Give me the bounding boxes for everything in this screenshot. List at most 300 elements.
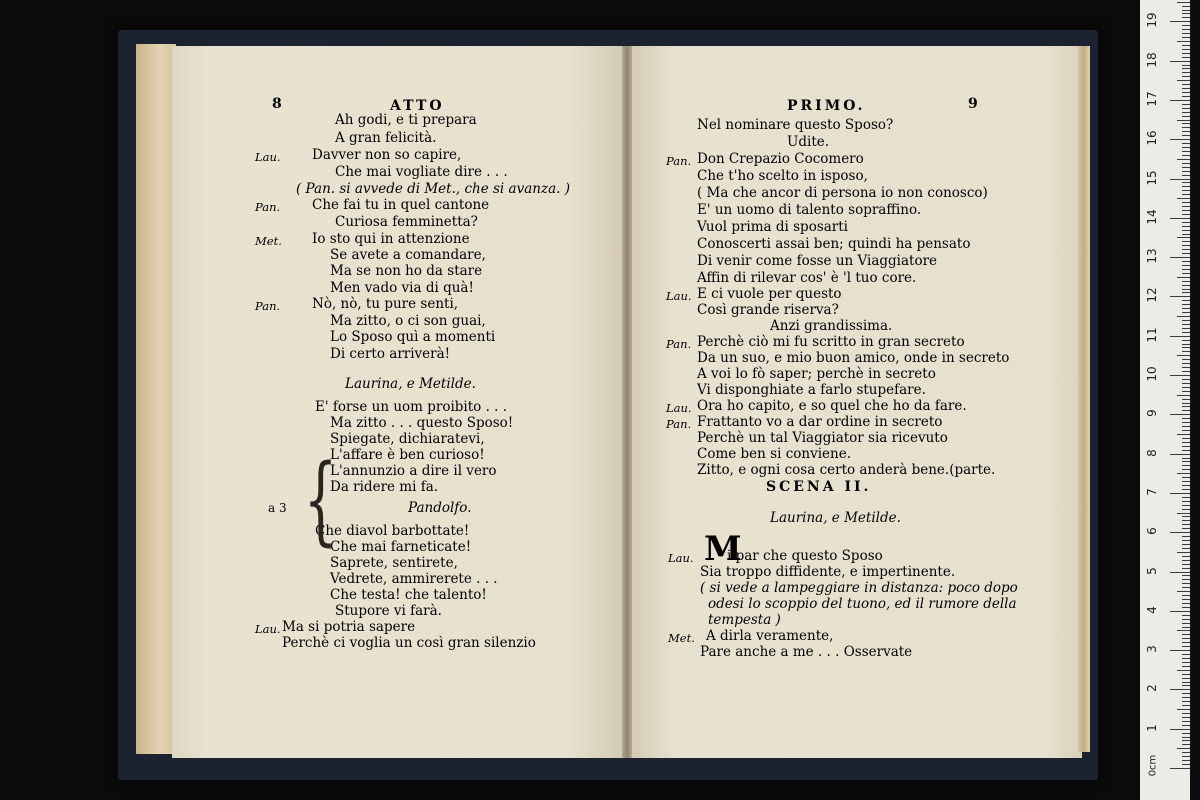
- speaker-label: Pan.: [666, 417, 692, 431]
- ruler-tick: [1182, 587, 1190, 588]
- ruler-tick: [1182, 135, 1190, 136]
- ruler-tick: [1182, 328, 1190, 329]
- ruler-tick: [1182, 579, 1190, 580]
- verse-line: Di venir come fosse un Viaggiatore: [697, 253, 938, 269]
- ruler-tick: [1182, 678, 1190, 679]
- verse-line: Vi disponghiate a farlo stupefare.: [697, 382, 926, 398]
- ruler-tick: [1182, 458, 1190, 459]
- ruler-tick: [1182, 273, 1190, 274]
- ruler-tick: [1182, 186, 1190, 187]
- ruler-tick: [1182, 57, 1190, 58]
- ruler-tick: [1177, 120, 1190, 121]
- ruler-tick: [1182, 116, 1190, 117]
- ruler-tick: [1177, 80, 1190, 81]
- verse-line: Da un suo, e mio buon amico, onde in secreto: [697, 350, 1010, 366]
- verse-line: Udite.: [787, 134, 830, 150]
- speaker-label: Met.: [255, 234, 282, 248]
- verse-line: Da ridere mi fa.: [330, 479, 439, 495]
- ruler-tick: [1182, 123, 1190, 124]
- ruler-tick: [1170, 689, 1190, 690]
- ruler-tick: [1182, 403, 1190, 404]
- verse-line: E' forse un uom proibito . . .: [315, 399, 508, 415]
- ruler-tick: [1182, 638, 1190, 639]
- ruler-tick: [1170, 61, 1190, 62]
- ruler-tick: [1182, 25, 1190, 26]
- ruler-tick: [1182, 705, 1190, 706]
- verse-line: A voi lo fò saper; perchè in secreto: [697, 366, 936, 382]
- ruler-tick: [1182, 245, 1190, 246]
- ruler-tick: [1182, 701, 1190, 702]
- verse-line: Zitto, e ogni cosa certo anderà bene.(parte.: [697, 462, 996, 478]
- ruler-tick: [1182, 289, 1190, 290]
- ruler-tick: [1182, 465, 1190, 466]
- speaker-label: Pan.: [255, 200, 281, 214]
- ruler-number: 2: [1145, 684, 1159, 693]
- ruler-tick: [1182, 96, 1190, 97]
- ruler-tick: [1182, 68, 1190, 69]
- ruler-tick: [1170, 179, 1190, 180]
- page-stack-left: [136, 44, 176, 754]
- verse-line: Davver non so capire,: [312, 147, 462, 163]
- ruler-tick: [1182, 6, 1190, 7]
- ruler-tick: [1182, 485, 1190, 486]
- ruler-tick: [1182, 13, 1190, 14]
- ruler-tick: [1177, 316, 1190, 317]
- ruler-tick: [1177, 513, 1190, 514]
- ruler-tick: [1182, 367, 1190, 368]
- ruler-number: 17: [1145, 91, 1159, 107]
- ruler-tick: [1182, 682, 1190, 683]
- verse-line: Stupore vi farà.: [335, 603, 442, 619]
- verse-line: Affin di rilevar cos' è 'l tuo core.: [697, 270, 917, 286]
- ruler-tick: [1177, 2, 1190, 3]
- ruler-tick: [1182, 151, 1190, 152]
- ruler-tick: [1170, 257, 1190, 258]
- ruler-tick: [1182, 654, 1190, 655]
- ruler-tick: [1182, 697, 1190, 698]
- verse-line: L'affare è ben curioso!: [330, 447, 485, 463]
- ruler-number: 1: [1145, 723, 1159, 732]
- ruler-tick: [1182, 744, 1190, 745]
- ruler-tick: [1182, 481, 1190, 482]
- ruler-tick: [1182, 131, 1190, 132]
- ruler-tick: [1170, 336, 1190, 337]
- ruler-tick: [1182, 501, 1190, 502]
- ruler-tick: [1182, 446, 1190, 447]
- ruler-tick: [1182, 65, 1190, 66]
- verse-line: Nò, nò, tu pure senti,: [312, 296, 459, 312]
- ruler-number: 18: [1145, 51, 1159, 68]
- verse-line: Pandolfo.: [408, 500, 472, 516]
- ruler-tick: [1182, 202, 1190, 203]
- ruler-unit-label: 0cm: [1147, 754, 1159, 777]
- verse-line: Che testa! che talento!: [330, 587, 487, 603]
- ruler-tick: [1182, 410, 1190, 411]
- ruler-tick: [1182, 76, 1190, 77]
- ruler-tick: [1182, 300, 1190, 301]
- ruler-tick: [1182, 104, 1190, 105]
- verse-line: ( si vede a lampeggiare in distanza: poco dopo: [700, 580, 1018, 596]
- ruler-tick: [1182, 438, 1190, 439]
- speaker-label: Lau.: [666, 401, 692, 415]
- verse-line: E ci vuole per questo: [697, 286, 842, 302]
- ruler-tick: [1182, 190, 1190, 191]
- ruler-tick: [1170, 611, 1190, 612]
- verse-line: Men vado via di quà!: [330, 280, 474, 296]
- ruler-number: 3: [1145, 645, 1159, 653]
- ruler-tick: [1182, 721, 1190, 722]
- ruler-tick: [1182, 383, 1190, 384]
- verse-line: Vuol prima di sposarti: [697, 219, 848, 235]
- ruler-tick: [1182, 693, 1190, 694]
- verse-line: A dirla veramente,: [706, 628, 834, 644]
- ruler-tick: [1182, 505, 1190, 506]
- ruler-tick: [1182, 399, 1190, 400]
- ruler-tick: [1177, 709, 1190, 710]
- ruler-tick: [1182, 29, 1190, 30]
- speaker-label: Pan.: [666, 154, 692, 168]
- ruler-tick: [1182, 737, 1190, 738]
- ruler-tick: [1177, 591, 1190, 592]
- ruler-number: 9: [1145, 409, 1159, 418]
- verse-line: A gran felicità.: [335, 130, 437, 146]
- ruler-tick: [1182, 249, 1190, 250]
- ruler-tick: [1182, 760, 1190, 761]
- ruler-tick: [1182, 147, 1190, 148]
- ruler-tick: [1182, 733, 1190, 734]
- ruler-tick: [1182, 53, 1190, 54]
- ruler-tick: [1182, 615, 1190, 616]
- verse-line: E' un uomo di talento sopraffino.: [697, 202, 922, 218]
- ruler-tick: [1170, 296, 1190, 297]
- ruler-tick: [1182, 206, 1190, 207]
- ruler-tick: [1182, 261, 1190, 262]
- ruler-tick: [1177, 552, 1190, 553]
- ruler-tick: [1182, 658, 1190, 659]
- ruler-tick: [1182, 752, 1190, 753]
- ruler-tick: [1182, 222, 1190, 223]
- ruler-number: 14: [1145, 209, 1159, 225]
- ruler-tick: [1182, 379, 1190, 380]
- ruler-tick: [1182, 155, 1190, 156]
- ruler-tick: [1182, 344, 1190, 345]
- ruler-number: 8: [1145, 448, 1159, 457]
- ruler-tick: [1182, 143, 1190, 144]
- ruler-tick: [1182, 292, 1190, 293]
- ruler-number: 4: [1145, 605, 1159, 614]
- ruler-tick: [1182, 49, 1190, 50]
- ruler-tick: [1182, 599, 1190, 600]
- verse-line: Saprete, sentirete,: [330, 555, 458, 571]
- verse-line: Perchè ciò mi fu scritto in gran secreto: [697, 334, 965, 350]
- ruler-tick: [1182, 477, 1190, 478]
- ruler-number: 5: [1145, 566, 1159, 575]
- ruler-tick: [1182, 540, 1190, 541]
- verse-line: Anzi grandissima.: [770, 318, 893, 334]
- ruler-number: 12: [1145, 287, 1159, 304]
- ruler-tick: [1182, 756, 1190, 757]
- verse-line: Se avete a comandare,: [330, 247, 486, 263]
- ruler-tick: [1182, 347, 1190, 348]
- ruler-tick: [1182, 627, 1190, 628]
- ruler-number: 11: [1145, 327, 1159, 343]
- ruler-tick: [1182, 674, 1190, 675]
- speaker-label: Lau.: [255, 622, 281, 636]
- ruler-tick: [1177, 395, 1190, 396]
- ruler-tick: [1182, 230, 1190, 231]
- ruler-tick: [1177, 630, 1190, 631]
- ruler-tick: [1182, 194, 1190, 195]
- ruler-number: 6: [1145, 527, 1159, 536]
- ruler-tick: [1182, 234, 1190, 235]
- ruler-tick: [1182, 332, 1190, 333]
- ruler-tick: [1182, 312, 1190, 313]
- ruler-tick: [1182, 17, 1190, 18]
- ruler-tick: [1182, 33, 1190, 34]
- verse-line: Così grande riserva?: [697, 302, 839, 318]
- speaker-label: Pan.: [255, 299, 281, 313]
- ruler-tick: [1182, 226, 1190, 227]
- ruler-tick: [1177, 41, 1190, 42]
- side-number: a 3: [268, 501, 287, 515]
- ruler-tick: [1182, 564, 1190, 565]
- verse-line: Ora ho capito, e so quel che ho da fare.: [697, 398, 967, 414]
- left-page-number: 8: [272, 96, 282, 112]
- ruler-tick: [1177, 670, 1190, 671]
- ruler-tick: [1182, 182, 1190, 183]
- ruler-tick: [1177, 159, 1190, 160]
- ruler-tick: [1170, 454, 1190, 455]
- ruler-tick: [1182, 422, 1190, 423]
- ruler-tick: [1182, 666, 1190, 667]
- verse-line: Che mai vogliate dire . . .: [335, 164, 508, 180]
- ruler-tick: [1182, 520, 1190, 521]
- ruler-tick: [1182, 241, 1190, 242]
- ruler-tick: [1177, 277, 1190, 278]
- book-gutter: [622, 46, 632, 758]
- ruler-tick: [1182, 214, 1190, 215]
- ruler-tick: [1182, 285, 1190, 286]
- ruler-tick: [1182, 304, 1190, 305]
- verse-line: Pare anche a me . . . Osservate: [700, 644, 913, 660]
- ruler-tick: [1182, 642, 1190, 643]
- verse-line: Ma zitto, o ci son guai,: [330, 313, 486, 329]
- ruler-tick: [1182, 595, 1190, 596]
- verse-line: Lo Sposo quì a momenti: [330, 329, 496, 345]
- ruler-tick: [1182, 764, 1190, 765]
- ruler-tick: [1182, 406, 1190, 407]
- verse-line: Vedrete, ammirerete . . .: [330, 571, 498, 587]
- ruler-tick: [1182, 623, 1190, 624]
- ruler-tick: [1182, 363, 1190, 364]
- ruler-tick: [1182, 634, 1190, 635]
- verse-line: Frattanto vo a dar ordine in secreto: [697, 414, 943, 430]
- verse-line: Ah godi, e ti prepara: [335, 112, 477, 128]
- ruler-tick: [1182, 536, 1190, 537]
- speaker-label: Lau.: [255, 150, 281, 164]
- ruler-tick: [1182, 171, 1190, 172]
- verse-line: L'annunzio a dire il vero: [330, 463, 497, 479]
- ruler-tick: [1177, 355, 1190, 356]
- ruler-tick: [1182, 717, 1190, 718]
- ruler-tick: [1182, 575, 1190, 576]
- verse-line: Perchè un tal Viaggiator sia ricevuto: [697, 430, 948, 446]
- ruler-tick: [1182, 163, 1190, 164]
- ruler-tick: [1182, 430, 1190, 431]
- ruler-tick: [1182, 324, 1190, 325]
- ruler-tick: [1182, 442, 1190, 443]
- verse-line: Come ben si conviene.: [697, 446, 851, 462]
- ruler-tick: [1182, 175, 1190, 176]
- ruler-tick: [1177, 237, 1190, 238]
- ruler-tick: [1182, 391, 1190, 392]
- ruler-tick: [1182, 560, 1190, 561]
- ruler-tick: [1182, 84, 1190, 85]
- verse-line: Sia troppo diffidente, e impertinente.: [700, 564, 956, 580]
- ruler-tick: [1182, 167, 1190, 168]
- ruler-tick: [1182, 37, 1190, 38]
- verse-line: ( Ma che ancor di persona io non conosco): [697, 185, 988, 201]
- ruler-tick: [1182, 568, 1190, 569]
- ruler-tick: [1182, 308, 1190, 309]
- verse-line: Conoscerti assai ben; quindi ha pensato: [697, 236, 971, 252]
- ruler-tick: [1182, 269, 1190, 270]
- verse-line: Spiegate, dichiaratevi,: [330, 431, 485, 447]
- verse-line: Nel nominare questo Sposo?: [697, 117, 894, 133]
- measuring-ruler: [1140, 0, 1190, 800]
- ruler-tick: [1170, 139, 1190, 140]
- ruler-tick: [1170, 218, 1190, 219]
- ruler-tick: [1170, 532, 1190, 533]
- right-page-number: 9: [968, 96, 978, 112]
- page-edge-right: [1078, 46, 1090, 752]
- speaker-label: Pan.: [666, 337, 692, 351]
- ruler-number: 19: [1145, 12, 1159, 28]
- verse-line: Curiosa femminetta?: [335, 214, 478, 230]
- ruler-tick: [1182, 740, 1190, 741]
- ruler-number: 10: [1145, 366, 1159, 382]
- ruler-number: 13: [1145, 248, 1159, 264]
- ruler-tick: [1177, 748, 1190, 749]
- ruler-tick: [1182, 619, 1190, 620]
- scene-subtitle: Laurina, e Metilde.: [770, 510, 901, 526]
- ruler-tick: [1182, 281, 1190, 282]
- ruler-tick: [1182, 340, 1190, 341]
- ruler-tick: [1182, 265, 1190, 266]
- ruler-tick: [1182, 509, 1190, 510]
- ruler-tick: [1170, 650, 1190, 651]
- ruler-tick: [1182, 544, 1190, 545]
- left-page-header: ATTO: [390, 98, 445, 114]
- verse-line: Ma se non ho da stare: [330, 263, 483, 279]
- ruler-number: 16: [1145, 130, 1159, 146]
- ruler-tick: [1182, 469, 1190, 470]
- ruler-tick: [1170, 729, 1190, 730]
- verse-line: odesi lo scoppio del tuono, ed il rumore della: [708, 596, 1017, 612]
- ruler-tick: [1182, 10, 1190, 11]
- ruler-tick: [1182, 426, 1190, 427]
- ruler-tick: [1182, 528, 1190, 529]
- ruler-tick: [1182, 450, 1190, 451]
- verse-line: i par che questo Sposo: [727, 548, 883, 564]
- ruler-number: 7: [1145, 488, 1159, 496]
- ruler-tick: [1182, 418, 1190, 419]
- ruler-tick: [1182, 210, 1190, 211]
- ruler-tick: [1177, 473, 1190, 474]
- ruler-tick: [1182, 489, 1190, 490]
- ruler-tick: [1182, 497, 1190, 498]
- ruler-tick: [1182, 320, 1190, 321]
- ruler-tick: [1182, 127, 1190, 128]
- ruler-tick: [1182, 461, 1190, 462]
- verse-line: Ma si potria sapere: [282, 619, 416, 635]
- ruler-tick: [1182, 713, 1190, 714]
- verse-line: Che fai tu in quel cantone: [312, 197, 490, 213]
- ruler-tick: [1170, 768, 1190, 769]
- ruler-tick: [1182, 108, 1190, 109]
- speaker-label: Lau.: [668, 551, 694, 565]
- drop-cap: M: [704, 529, 742, 569]
- ruler-tick: [1182, 72, 1190, 73]
- ruler-tick: [1170, 100, 1190, 101]
- verse-line: Che diavol barbottate!: [315, 523, 470, 539]
- ruler-tick: [1182, 387, 1190, 388]
- ruler-tick: [1170, 493, 1190, 494]
- ruler-tick: [1182, 112, 1190, 113]
- ruler-tick: [1170, 375, 1190, 376]
- verse-line: Ma zitto . . . questo Sposo!: [330, 415, 514, 431]
- ruler-tick: [1182, 685, 1190, 686]
- ruler-tick: [1170, 21, 1190, 22]
- ruler-tick: [1182, 45, 1190, 46]
- right-page-header: PRIMO.: [787, 98, 866, 114]
- speaker-label: Met.: [668, 631, 695, 645]
- verse-line: tempesta ): [708, 612, 781, 628]
- ruler-tick: [1182, 359, 1190, 360]
- verse-line: Che t'ho scelto in isposo,: [697, 168, 868, 184]
- ruler-tick: [1182, 607, 1190, 608]
- ruler-tick: [1177, 434, 1190, 435]
- ruler-number: 15: [1145, 169, 1159, 186]
- verse-line: ( Pan. si avvede di Met., che si avanza. ): [296, 181, 570, 197]
- verse-line: Di certo arriverà!: [330, 346, 451, 362]
- ruler-tick: [1182, 371, 1190, 372]
- verse-line: Perchè ci voglia un così gran silenzio: [282, 635, 536, 651]
- ruler-tick: [1182, 92, 1190, 93]
- ruler-tick: [1182, 646, 1190, 647]
- ruler-tick: [1182, 556, 1190, 557]
- ruler-tick: [1170, 414, 1190, 415]
- ruler-tick: [1182, 603, 1190, 604]
- ruler-tick: [1182, 88, 1190, 89]
- curly-brace: {: [303, 444, 338, 556]
- speaker-label: Lau.: [666, 289, 692, 303]
- ruler-tick: [1182, 548, 1190, 549]
- ruler-tick: [1170, 572, 1190, 573]
- ruler-tick: [1182, 516, 1190, 517]
- ruler-tick: [1182, 583, 1190, 584]
- scene-title: SCENA II.: [766, 479, 872, 495]
- verse-line: Che mai farneticate!: [330, 539, 472, 555]
- ruler-tick: [1177, 198, 1190, 199]
- verse-line: Don Crepazio Cocomero: [697, 151, 864, 167]
- ruler-tick: [1182, 253, 1190, 254]
- ruler-tick: [1182, 351, 1190, 352]
- ruler-tick: [1182, 725, 1190, 726]
- ruler-tick: [1182, 662, 1190, 663]
- verse-line: Laurina, e Metilde.: [345, 376, 476, 392]
- ruler-tick: [1182, 524, 1190, 525]
